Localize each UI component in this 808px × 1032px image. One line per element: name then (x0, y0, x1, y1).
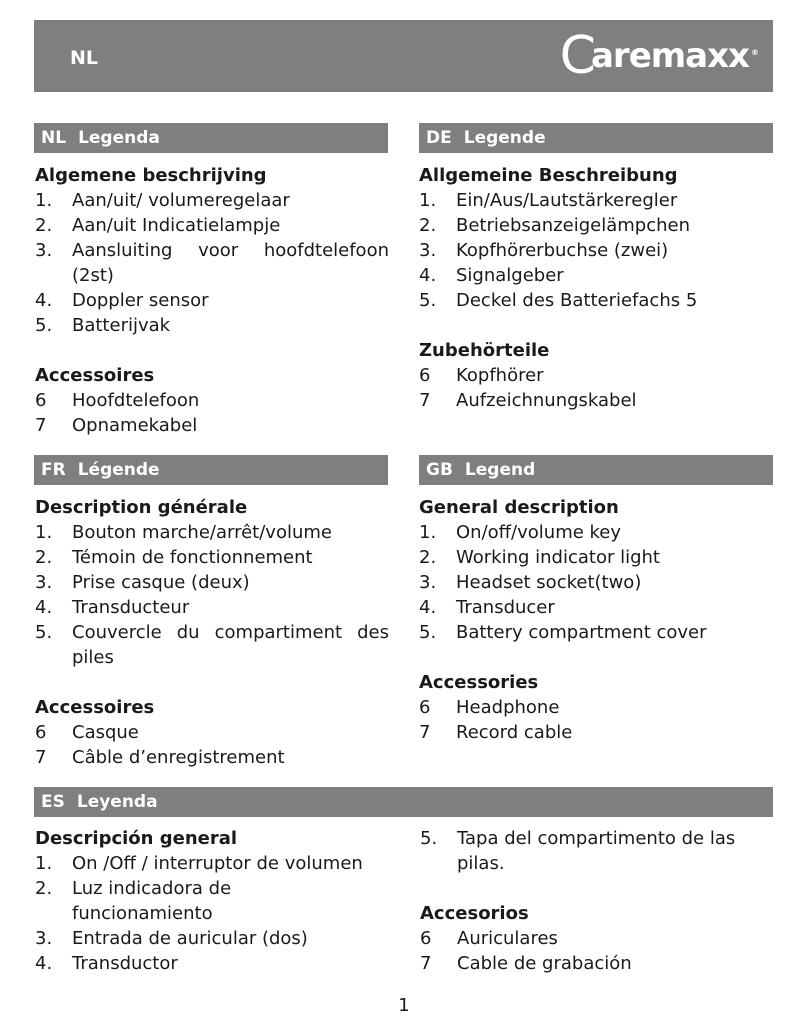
list-item: 5. Couvercle du compartiment des (35, 622, 389, 643)
logo-letter-c: C (559, 26, 595, 86)
section-title: Legend (464, 460, 536, 480)
section-es-left (35, 826, 395, 976)
section-code: DE (426, 128, 452, 148)
list-item: 2. Luz indicadora de (35, 878, 232, 899)
list-item: 1. Bouton marche/arrêt/volume (35, 522, 332, 543)
caremaxx-logo (559, 26, 759, 86)
description-heading: Algemene beschrijving (35, 165, 267, 186)
accessories-heading: Accesorios (420, 903, 529, 924)
list-item: 2. Témoin de fonctionnement (35, 547, 313, 568)
list-item: 4. Doppler sensor (35, 290, 209, 311)
list-item: 7 Cable de grabación (420, 953, 632, 974)
list-item: 1. Aan/uit/ volumeregelaar (35, 190, 290, 211)
section-fr (35, 495, 389, 770)
section-band-fr (34, 455, 388, 485)
list-item: funcionamiento (72, 903, 213, 924)
section-title: Leyenda (76, 792, 158, 812)
list-item: 6 Casque (35, 722, 139, 743)
logo-registered-mark: ® (751, 48, 759, 57)
list-item: 4. Transducer (419, 597, 555, 618)
list-item: 5. Battery compartment cover (419, 622, 707, 643)
section-band-nl (34, 123, 388, 153)
page-number: 1 (398, 995, 410, 1016)
accessories-heading: Zubehörteile (419, 340, 550, 361)
list-item: 1. On/off/volume key (419, 522, 622, 543)
section-band-es (34, 787, 773, 817)
section-de (419, 163, 773, 413)
list-item: 4. Signalgeber (419, 265, 564, 286)
section-code: ES (41, 792, 65, 812)
list-item: piles (72, 647, 114, 668)
list-item: pilas. (457, 853, 505, 874)
accessories-heading: Accessories (419, 672, 539, 693)
list-item: 7 Aufzeichnungskabel (419, 390, 637, 411)
list-item: 6 Hoofdtelefoon (35, 390, 200, 411)
logo-wordmark: aremaxx (590, 36, 749, 76)
list-item: 6 Headphone (419, 697, 560, 718)
section-title: Legenda (78, 128, 160, 148)
list-item: 3. Headset socket(two) (419, 572, 642, 593)
description-heading: General description (419, 497, 619, 518)
section-code: FR (41, 460, 66, 480)
list-item: 6 Auriculares (420, 928, 558, 949)
list-item: 4. Transductor (35, 953, 178, 974)
list-item: 7 Opnamekabel (35, 415, 198, 436)
list-item: 2. Aan/uit Indicatielampje (35, 215, 281, 236)
list-item: 3. Kopfhörerbuchse (zwei) (419, 240, 669, 261)
list-item: 3. Entrada de auricular (dos) (35, 928, 308, 949)
list-item: 7 Câble d’enregistrement (35, 747, 285, 768)
section-title: Legende (463, 128, 546, 148)
page-header (34, 20, 773, 92)
list-item: 5. Deckel des Batteriefachs 5 (419, 290, 698, 311)
accessories-heading: Accessoires (35, 697, 155, 718)
section-es-right (420, 826, 774, 976)
section-band-gb (419, 455, 773, 485)
description-heading: Description générale (35, 497, 248, 518)
section-title: Légende (77, 460, 160, 480)
list-item: 6 Kopfhörer (419, 365, 544, 386)
section-band-de (419, 123, 773, 153)
list-item: (2st) (72, 265, 114, 286)
description-heading: Allgemeine Beschreibung (419, 165, 678, 186)
list-item: 4. Transducteur (35, 597, 190, 618)
description-heading: Descripción general (35, 828, 238, 849)
list-item: 5. Tapa del compartimento de las (420, 828, 736, 849)
header-language-code: NL (70, 47, 99, 69)
section-code: GB (426, 460, 453, 480)
list-item: 3. Aansluiting voor hoofdtelefoon (35, 240, 389, 261)
accessories-heading: Accessoires (35, 365, 155, 386)
list-item: 1. On /Off / interruptor de volumen (35, 853, 363, 874)
list-item: 7 Record cable (419, 722, 573, 743)
list-item: 2. Betriebsanzeigelämpchen (419, 215, 690, 236)
section-code: NL (41, 128, 67, 148)
section-nl (35, 163, 389, 438)
section-gb (419, 495, 773, 745)
list-item: 1. Ein/Aus/Lautstärkeregler (419, 190, 678, 211)
list-item: 2. Working indicator light (419, 547, 660, 568)
list-item: 5. Batterijvak (35, 315, 171, 336)
list-item: 3. Prise casque (deux) (35, 572, 250, 593)
